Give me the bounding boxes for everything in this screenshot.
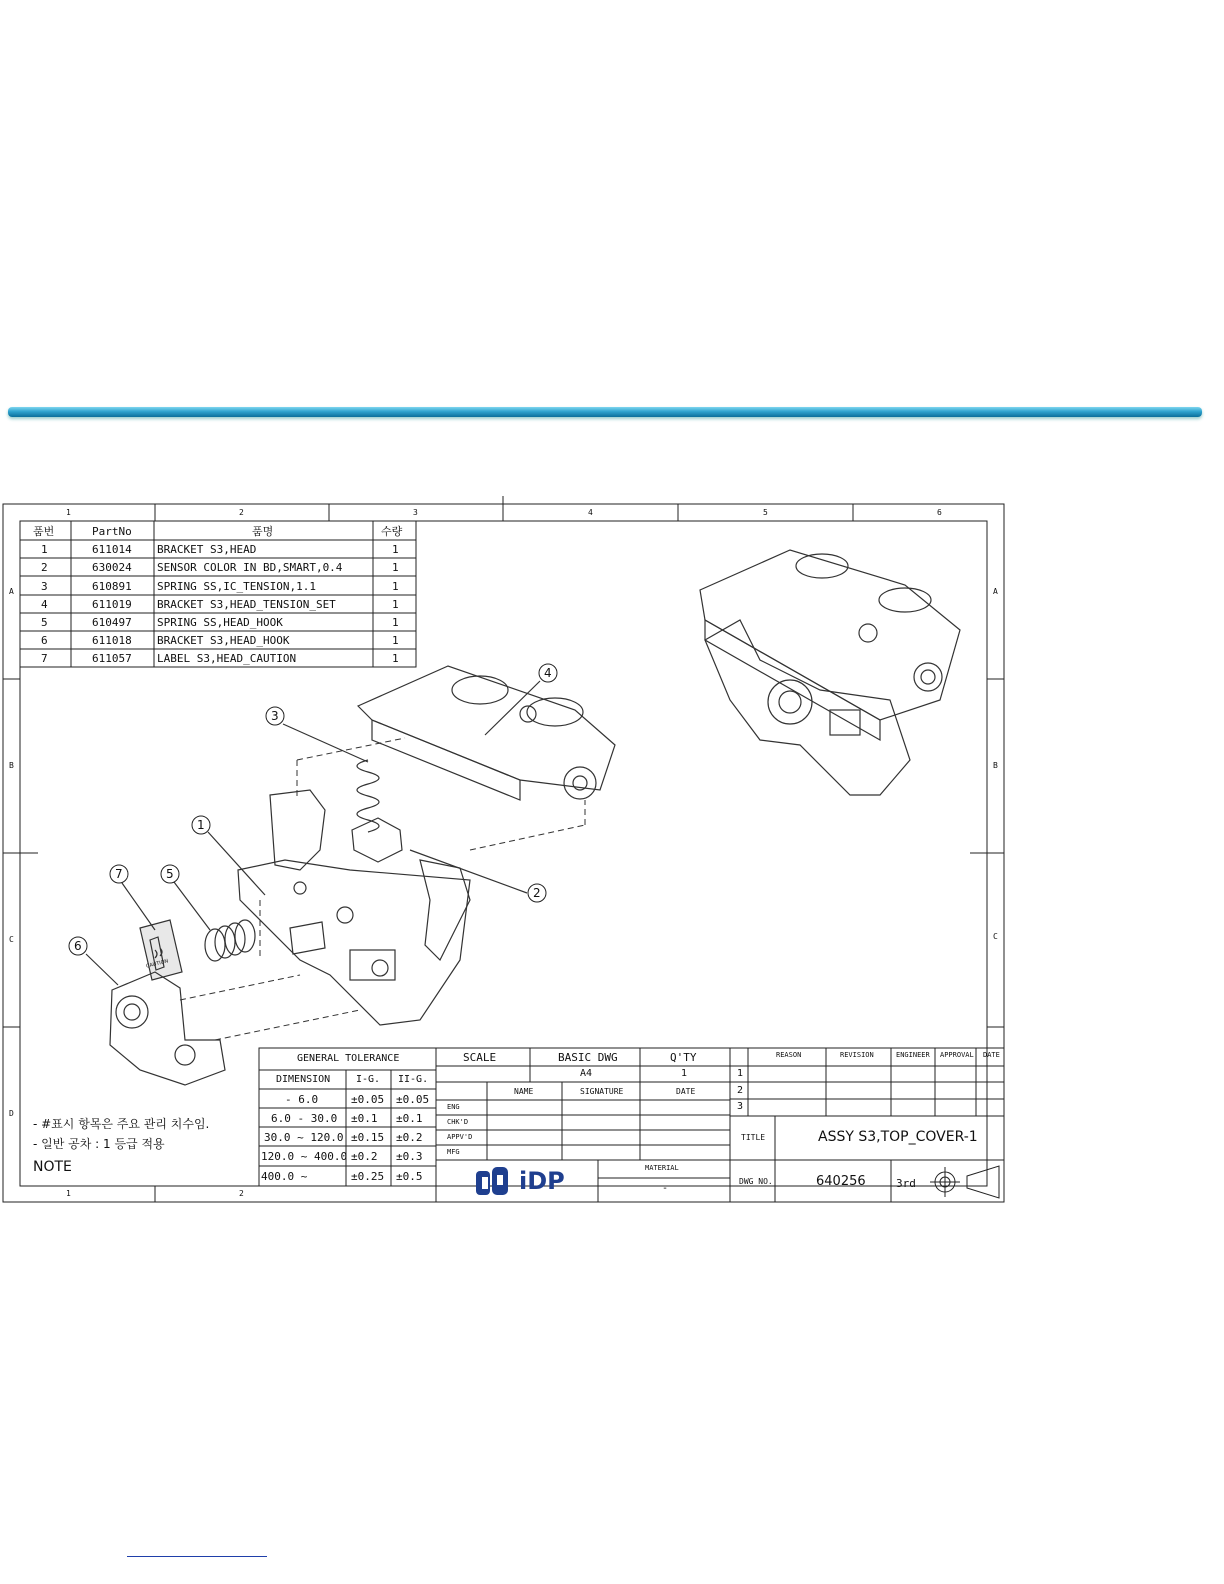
parts-header-partno: PartNo — [92, 525, 132, 538]
zone-row-b-right: B — [993, 761, 998, 770]
tolerance-header-1g: I-G. — [356, 1074, 381, 1085]
signature-label: SIGNATURE — [580, 1087, 624, 1096]
role-chkd: CHK'D — [447, 1118, 469, 1126]
parts-header-name: 품명 — [252, 525, 274, 538]
parts-row-7-name: LABEL S3,HEAD_CAUTION — [157, 652, 297, 665]
tolerance-row-5-2g: ±0.5 — [396, 1170, 423, 1183]
balloon-6-label: 6 — [74, 939, 82, 953]
balloon-5-label: 5 — [166, 867, 174, 881]
revision-header-date: DATE — [983, 1051, 1000, 1059]
role-mfg: MFG — [447, 1148, 460, 1156]
parts-row-7-no: 7 — [41, 652, 48, 665]
zone-col-5: 5 — [763, 508, 768, 517]
revision-header-reason: REASON — [776, 1051, 802, 1059]
zone-col-3: 3 — [413, 508, 418, 517]
zone-col-6: 6 — [937, 508, 942, 517]
title-label: TITLE — [741, 1133, 766, 1142]
tolerance-row-3-dim: 30.0 ~ 120.0 — [264, 1131, 344, 1144]
revision-row-2: 2 — [737, 1085, 744, 1096]
tolerance-row-1-dim: - 6.0 — [285, 1093, 319, 1106]
zone-row-a: A — [9, 587, 14, 596]
parts-row-6-partno: 611018 — [92, 634, 132, 647]
balloon-3-label: 3 — [271, 709, 279, 723]
qty-value: 1 — [681, 1068, 688, 1079]
drawing-title: ASSY S3,TOP_COVER-1 — [818, 1129, 978, 1145]
tolerance-row-4-dim: 120.0 ~ 400.0 — [261, 1150, 348, 1163]
zone-col-4: 4 — [588, 508, 593, 517]
qty-label: Q'TY — [670, 1051, 697, 1064]
parts-row-6-qty: 1 — [392, 634, 399, 647]
parts-row-5-qty: 1 — [392, 616, 399, 629]
revision-header-engineer: ENGINEER — [896, 1051, 930, 1059]
footer-rule — [127, 1556, 267, 1557]
zone-row-c-right: C — [993, 932, 998, 941]
tolerance-row-2-dim: 6.0 - 30.0 — [271, 1112, 338, 1125]
parts-row-3-no: 3 — [41, 580, 48, 593]
material-value: - — [662, 1183, 669, 1194]
basic-dwg-label: BASIC DWG — [558, 1051, 618, 1064]
tolerance-title: GENERAL TOLERANCE — [297, 1053, 400, 1064]
basic-dwg-value: A4 — [580, 1068, 593, 1079]
zone-row-d: D — [9, 1109, 14, 1118]
revision-row-3: 3 — [737, 1101, 744, 1112]
tolerance-header-2g: II-G. — [398, 1074, 429, 1085]
tolerance-row-5-dim: 400.0 ~ — [261, 1170, 308, 1183]
note-line-1: - #표시 항목은 주요 관리 치수임. — [33, 1117, 210, 1131]
parts-row-3-partno: 610891 — [92, 580, 132, 593]
parts-row-5-partno: 610497 — [92, 616, 132, 629]
zone-col-1: 1 — [66, 508, 71, 517]
tolerance-row-1-2g: ±0.05 — [396, 1093, 430, 1106]
revision-header-revision: REVISION — [840, 1051, 874, 1059]
zone-row-c: C — [9, 935, 14, 944]
tolerance-row-2-1g: ±0.1 — [351, 1112, 378, 1125]
material-label: MATERIAL — [645, 1164, 679, 1172]
parts-row-5-name: SPRING SS,HEAD_HOOK — [157, 616, 283, 629]
scale-label: SCALE — [463, 1051, 497, 1064]
role-appvd: APPV'D — [447, 1133, 473, 1141]
parts-row-1-qty: 1 — [392, 543, 399, 556]
caution-label-text: CAUTION — [145, 958, 170, 970]
company-name: iDP — [519, 1167, 565, 1195]
parts-row-1-no: 1 — [41, 543, 48, 556]
parts-row-4-no: 4 — [41, 598, 48, 611]
dwg-no-value: 640256 — [816, 1174, 866, 1189]
zone-row-a-right: A — [993, 587, 998, 596]
note-line-2: - 일반 공차 : 1 등급 적용 — [33, 1137, 165, 1151]
note-heading: NOTE — [33, 1159, 72, 1175]
parts-row-2-partno: 630024 — [92, 561, 132, 574]
parts-row-1-name: BRACKET S3,HEAD — [157, 543, 257, 556]
role-eng: ENG — [447, 1103, 460, 1111]
parts-row-6-name: BRACKET S3,HEAD_HOOK — [157, 634, 290, 647]
balloon-2-label: 2 — [533, 886, 541, 900]
zone-col-bottom-2: 2 — [239, 1189, 244, 1198]
tolerance-row-2-2g: ±0.1 — [396, 1112, 423, 1125]
parts-row-4-name: BRACKET S3,HEAD_TENSION_SET — [157, 598, 336, 611]
parts-row-3-name: SPRING SS,IC_TENSION,1.1 — [157, 580, 316, 593]
tolerance-row-5-1g: ±0.25 — [351, 1170, 385, 1183]
parts-row-3-qty: 1 — [392, 580, 399, 593]
parts-row-6-no: 6 — [41, 634, 48, 647]
idp-logo — [470, 1163, 580, 1203]
parts-header-qty: 수량 — [381, 525, 403, 538]
zone-col-2: 2 — [239, 508, 244, 517]
zone-row-b: B — [9, 761, 14, 770]
parts-row-7-qty: 1 — [392, 652, 399, 665]
zone-col-bottom-1: 1 — [66, 1189, 71, 1198]
tolerance-row-1-1g: ±0.05 — [351, 1093, 385, 1106]
parts-header-no: 품번 — [33, 525, 55, 538]
parts-row-4-partno: 611019 — [92, 598, 132, 611]
projection-label: 3rd — [896, 1177, 916, 1190]
balloon-7-label: 7 — [115, 867, 123, 881]
date-label: DATE — [676, 1087, 696, 1096]
revision-header-approval: APPROVAL — [940, 1051, 974, 1059]
third-angle-projection-icon — [930, 1166, 999, 1198]
balloon-4-label: 4 — [544, 666, 552, 680]
parts-row-2-qty: 1 — [392, 561, 399, 574]
tolerance-header-dimension: DIMENSION — [276, 1074, 331, 1085]
parts-row-7-partno: 611057 — [92, 652, 132, 665]
assembled-isometric-view — [700, 550, 960, 795]
tolerance-row-4-2g: ±0.3 — [396, 1150, 423, 1163]
name-label: NAME — [514, 1087, 534, 1096]
tolerance-row-3-2g: ±0.2 — [396, 1131, 423, 1144]
tolerance-row-3-1g: ±0.15 — [351, 1131, 385, 1144]
parts-row-1-partno: 611014 — [92, 543, 132, 556]
parts-row-2-name: SENSOR COLOR IN BD,SMART,0.4 — [157, 561, 343, 574]
balloon-1-label: 1 — [197, 818, 205, 832]
revision-row-1: 1 — [737, 1068, 744, 1079]
parts-row-2-no: 2 — [41, 561, 48, 574]
parts-row-5-no: 5 — [41, 616, 48, 629]
tolerance-row-4-1g: ±0.2 — [351, 1150, 378, 1163]
parts-row-4-qty: 1 — [392, 598, 399, 611]
dwg-no-label: DWG NO. — [739, 1177, 773, 1186]
